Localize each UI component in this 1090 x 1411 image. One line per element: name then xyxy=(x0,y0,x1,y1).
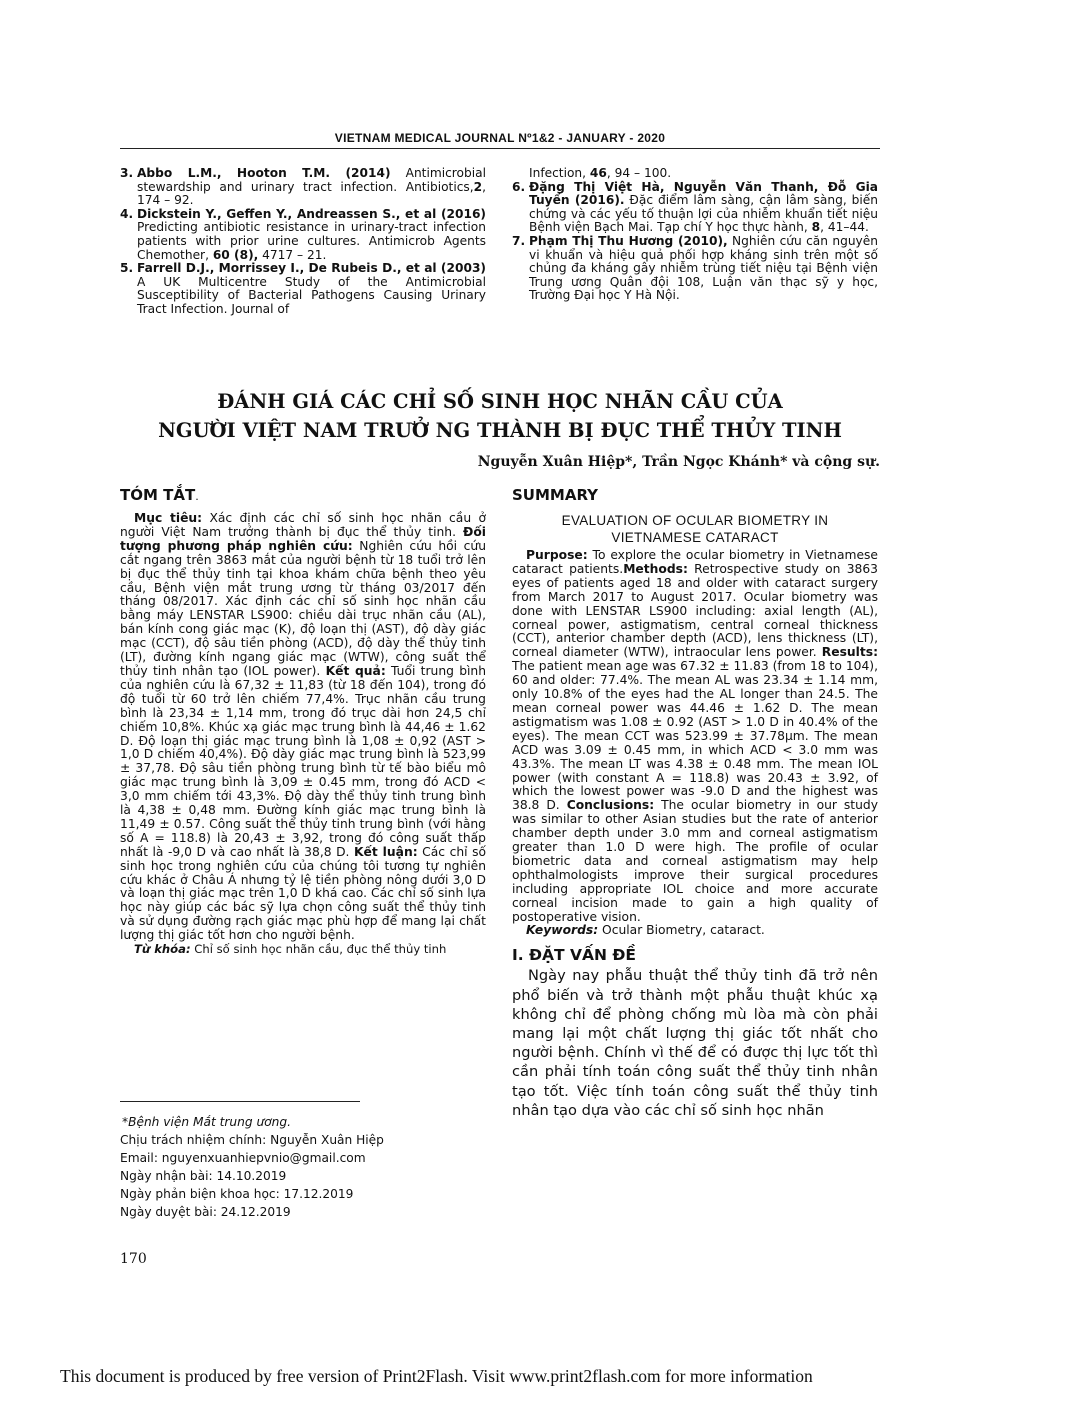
footnote-reviewed: Ngày phản biện khoa học: 17.12.2019 xyxy=(120,1187,354,1201)
vn-abstract-body: Mục tiêu: Xác định các chỉ số sinh học nhãn cầu ở người Việt Nam trưởng thành bị đục thể thủy tinh. Đối tượng phương pháp nghiên cứu: Nghiên cứu hồi cứu cắt ngang trên 3863 mắt của người bệnh từ 18 tuổi trở lên bị đục thể thủy tinh tại khoa khám chữa bệnh theo yêu cầu, Bệnh viện mắt trung ương từ tháng 03/2017 đến tháng 08/2017. Xác định các chỉ số sinh học nhãn cầu bằng máy LENSTAR LS900: chiều dài trục nhãn cầu (AL), bán kính cong giác mạc (K), độ loạn thị (AST), độ dày giác mạc (CCT), độ sâu tiền phòng (ACD), độ dày thể thủy tinh (LT), đường kính ngang giác mạc (WTW), công suất thể thủy tinh nhân tạo (IOL power). Kết quả: Tuổi trung bình của nghiên cứu là 67,32 ± 11,83 (từ 18 đến 104), trong đó độ tuổi từ 60 trở lên chiếm 77,4%. Trục nhãn cầu trung bình là 23,34 ± 1,14 mm, trong đó trục dài hơn 24,5 chỉ chiếm 10,8%. Khúc xạ giác mạc trung bình là 44,46 ± 1.62 D. Độ loạn thị giác mạc trung bình là 1,08 ± 0,92 (AST > 1,0 D chiếm 40,4%). Độ dày giác mạc trung bình là 523,99 ± 37,78. Độ sâu tiền phòng trung bình từ tế bào biểu mô giác mạc trung bình là 3,09 ± 0.45 mm, trong đó ACD < 3,0 mm chiếm tới 43,3%. Độ dày thể thủy tinh trung bình là 4,38 ± 0,48 mm. Đường kính giác mạc trung bình là 11,49 ± 0.57. Công suất thể thủy tinh trung bình (với hằng số A = 118.8) là 20,43 ± 3,92, trong đó công suất thấp nhất là -9,0 D và cao nhất là 38,8 D. Kết luận: Các chỉ số sinh học trong nghiên cứu của chúng tôi tương tự nghiên cứu khác ở Châu Á nhưng tỷ lệ tiền phòng nông dưới 3,0 D và loạn thị giác mạc trên 1,0 D khá cao. Các chỉ số sinh lựa học này giúp các bác sỹ lựa chọn công suất thể thủy tinh và sử dụng đường rạch giác mạc phù hợp để mang lại chất lượng thị giác tốt hơn cho người bệnh. xyxy=(120,511,487,943)
footnote-rule xyxy=(120,1101,360,1102)
footnote-corresponding: Chịu trách nhiệm chính: Nguyễn Xuân Hiệp xyxy=(120,1133,384,1147)
intro-body: Ngày nay phẫu thuật thể thủy tinh đã trở nên phổ biến và trở thành một phẫu thuật khúc xạ không chỉ để phòng chống mù lòa mà còn phải mang lại một chất lượng thị giác tốt nhất cho người bệnh. Chính vì thế để có được thị lực tốt thì cần phải tính toán công suất thể thủy tinh nhân tạo tốt. Việc tính toán công suất thể thủy tinh nhân tạo dựa vào các chỉ số sinh học nhãn xyxy=(512,967,878,1119)
print2flash-footer: This document is produced by free version of Print2Flash. Visit www.print2flash.com for more information xyxy=(60,1366,813,1386)
ref-authors: Phạm Thị Thu Hương (2010), xyxy=(529,233,728,248)
ref-authors: Abbo L.M., Hooton T.M. (2014) xyxy=(137,166,391,180)
references-left xyxy=(120,167,486,317)
reference-7: 7. Phạm Thị Thu Hương (2010), Nghiên cứu căn nguyên vi khuẩn và hiệu quả phối hợp kháng sinh trên một số chủng đa kháng gây nhiễm trùng tiết niệu tại Bệnh viện Trung ương Quân đội 108, Luận văn thạc sỹ y học, Trường Đại học Y Hà Nội. xyxy=(512,233,878,303)
vn-abstract xyxy=(120,486,486,957)
reference-5-continued: Infection, 46, 94 – 100. xyxy=(529,166,672,180)
summary-heading: SUMMARY xyxy=(512,486,599,504)
ref-number: 7. xyxy=(512,233,526,248)
ref-number: 4. xyxy=(120,206,134,221)
summary-title: EVALUATION OF OCULAR BIOMETRY IN VIETNAMESE CATARACT xyxy=(561,513,829,545)
vn-keywords: Từ khóa: Chỉ số sinh học nhãn cầu, đục thể thủy tinh xyxy=(134,942,447,957)
footnote-affiliation: *Bệnh viện Mắt trung ương. xyxy=(122,1115,291,1129)
intro-heading: I. ĐẶT VẤN ĐỀ xyxy=(512,946,636,965)
ref-authors: Farrell D.J., Morrissey I., De Rubeis D., et al (2003) xyxy=(137,261,486,276)
summary-keywords: Keywords: Ocular Biometry, cataract. xyxy=(526,923,765,938)
ref-authors: Đặng Thị Việt Hà, Nguyễn Văn Thanh, Đỗ Gia Tuyến (2016). xyxy=(529,179,878,208)
reference-6: 6. Đặng Thị Việt Hà, Nguyễn Văn Thanh, Đỗ Gia Tuyến (2016). Đặc điểm lâm sàng, cận lâm sàng, biến chứng và các yếu tố thuận lợi của nhiễm khuẩn tiết niệu Bệnh viện Bạch Mai. Tạp chí Y học thực hành, 8, 41–44. xyxy=(512,179,878,235)
journal-header: VIETNAM MEDICAL JOURNAL Nº1&2 - JANUARY - 2020 xyxy=(334,131,666,145)
footnote-accepted: Ngày duyệt bài: 24.12.2019 xyxy=(120,1205,291,1219)
references-right xyxy=(512,167,878,303)
reference-5: 5. Farrell D.J., Morrissey I., De Rubeis D., et al (2003) A UK Multicentre Study of the Antimicrobial Susceptibility of Bacterial Pathogens Causing Urinary Tract Infection. Journal of xyxy=(120,261,486,316)
vn-abstract-heading: TÓM TẮT. xyxy=(120,486,199,504)
summary xyxy=(512,486,878,1120)
ref-number: 3. xyxy=(120,166,134,180)
header-rule xyxy=(120,148,880,149)
article-authors: Nguyễn Xuân Hiệp*, Trần Ngọc Khánh* và cộng sự. xyxy=(477,454,880,470)
title-line-2: NGƯỜI VIỆT NAM TRƯỞ NG THÀNH BỊ ĐỤC THỂ THỦY TINH xyxy=(158,419,842,442)
footnote-email: Email: nguyenxuanhiepvnio@gmail.com xyxy=(120,1151,366,1165)
reference-3: 3. Abbo L.M., Hooton T.M. (2014) Antimicrobial stewardship and urinary tract infection. Antibiotics,2, 174 – 92. xyxy=(120,166,486,208)
reference-4: 4. Dickstein Y., Geffen Y., Andreassen S., et al (2016) Predicting antibiotic resistance in urinary-tract infection patients with prior urine cultures. Antimicrob Agents Chemother, 60 (8), 4717 – 21. xyxy=(120,206,486,262)
page-number: 170 xyxy=(120,1251,147,1267)
summary-body: Purpose: To explore the ocular biometry in Vietnamese cataract patients.Methods: Retrospective study on 3863 eyes of patients aged 18 and older with cataract surgery from March 2017 to August 2017. Ocular biometry was done with LENSTAR LS900 including: axial length (AL), corneal power, astigmatism, central corneal thickness (CCT), anterior chamber depth (ACD), lens thickness (LT), corneal diameter (WTW), intraocular lens power. Results: The patient mean age was 67.32 ± 11.83 (from 18 to 104), 60 and older: 77.4%. The mean AL was 23.34 ± 1.14 mm, only 10.8% of the eyes had the AL longer than 24.5. The mean corneal power was 44.46 ± 1.62 D. The mean astigmatism was 1.08 ± 0.92 (AST > 1.0 D in 40.4% of the eyes). The mean CCT was 523.99 ± 37.78μm. The mean ACD was 3.09 ± 0.45 mm, in which ACD < 3.0 mm was 43.3%. The mean LT was 4.38 ± 0.48 mm. The mean IOL power (with constant A = 118.8) was 20.43 ± 3.92, of which the lowest power was -9.0 D and the highest was 38.8 D. Conclusions: The ocular biometry in our study was similar to other Asian studies but the rate of anterior chamber depth under 3.0 mm and corneal astigmatism greater than 1.0 D were high. The profile of ocular biometric data and corneal astigmatism may help ophthalmologists improve their surgical procedures including appropriate IOL choice and more accurate corneal incision made to gain a high quality of postoperative vision. xyxy=(512,548,879,924)
ref-number: 6. xyxy=(512,179,526,194)
ref-authors: Dickstein Y., Geffen Y., Andreassen S., et al (2016) xyxy=(137,206,486,221)
title-line-1: ĐÁNH GIÁ CÁC CHỈ SỐ SINH HỌC NHÃN CẦU CỦA xyxy=(217,390,783,413)
footnote-received: Ngày nhận bài: 14.10.2019 xyxy=(120,1169,287,1183)
ref-number: 5. xyxy=(120,261,134,276)
article-title xyxy=(120,387,880,445)
footnotes xyxy=(120,1113,384,1221)
